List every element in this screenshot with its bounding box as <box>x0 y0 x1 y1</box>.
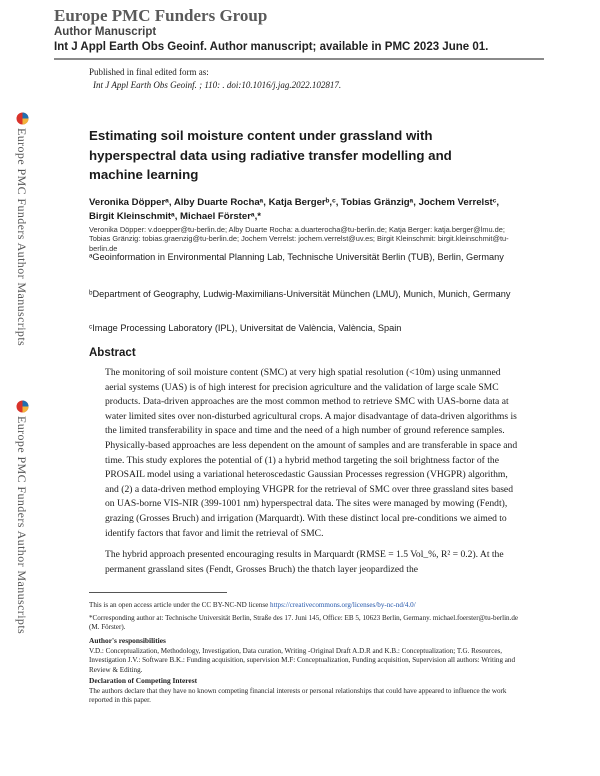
affiliation-b: ᵇDepartment of Geography, Ludwig-Maximilians-Universität München (LMU), Munich, Munich, Germany <box>89 289 511 299</box>
author-emails: Veronika Döpper: v.doepper@tu-berlin.de; Alby Duarte Rocha: a.duarterocha@tu-berlin.de; Katja Berger: katja.berger@lmu.de; Tobias Gränzig: tobias.graenzig@tu-berlin.de; Jochem Verrelst: jochem.verrelst@uv.es; Birgit Kleinschmit: birgit.kleinschmit@tu-berlin.de <box>89 225 509 253</box>
sidebar-label-top: Europe PMC Funders Author Manuscripts <box>15 128 29 347</box>
footnote-divider <box>89 592 227 593</box>
affiliation-c: ᶜImage Processing Laboratory (IPL), Universitat de València, València, Spain <box>89 323 402 333</box>
journal-line: Int J Appl Earth Obs Geoinf. Author manuscript; available in PMC 2023 June 01. <box>54 41 489 53</box>
abstract-paragraph-2: The hybrid approach presented encouraging results in Marquardt (RMSE = 1.5 Vol_%, R² = 0.2). At the permanent grassland sites (Fendt, Grosses Bruch) the thatch layer jeopardized the <box>105 549 504 575</box>
sidebar-watermark-top <box>12 112 32 347</box>
sidebar-label-bottom: Europe PMC Funders Author Manuscripts <box>15 416 29 635</box>
competing-interest-text: The authors declare that they have no known competing financial interests or personal relationships that could have appeared to influence the work reported in this paper. <box>89 687 507 705</box>
affiliation-a: ᵃGeoinformation in Environmental Planning Lab, Technische Universität Berlin (TUB), Berlin, Germany <box>89 252 504 262</box>
license-link[interactable]: https://creativecommons.org/licenses/by-nc-nd/4.0/ <box>270 601 416 609</box>
published-citation: Int J Appl Earth Obs Geoinf. ; 110: . doi:10.1016/j.jag.2022.102817. <box>93 80 342 90</box>
competing-interest-heading: Declaration of Competing Interest <box>89 676 198 685</box>
corresponding-author-note: *Corresponding author at: Technische Universität Berlin, Straße des 17. Juni 145, Office: EB 5, 10623 Berlin, Germany. michael.foerster@tu-berlin.de (M. Förster). <box>89 614 519 632</box>
europe-pmc-logo-icon <box>16 112 29 125</box>
header-divider <box>54 58 544 60</box>
author-list: Veronika Döpperᵃ, Alby Duarte Rochaᵃ, Katja Bergerᵇ,ᶜ, Tobias Gränzigᵃ, Jochem Verrelstᶜ, Birgit Kleinschmitᵃ, Michael Försterᵃ,* <box>89 197 500 222</box>
published-label: Published in final edited form as: <box>89 67 209 77</box>
responsibilities-heading: Author's responsibilities <box>89 636 166 645</box>
article-title: Estimating soil moisture content under grassland with hyperspectral data using radiative transfer modelling and machine learning <box>89 128 452 182</box>
europe-pmc-logo-icon <box>16 400 29 413</box>
abstract-paragraph-1: The monitoring of soil moisture content (SMC) at very high spatial resolution (<10m) using unmanned aerial systems (UAS) is of high interest for precision agriculture and the validation of large scale SMC products. Data-driven approaches are the most common method to retrieve SMC with UAS-borne data at water limited sites over non-disturbed agricultural crops. A major disadvantage of data-driven algorithms is the limited transferability in space and time and the need of a high number of ground reference samples. Physically-based approaches are less dependent on the amount of samples and are transferable in space and time. This study explores the potential of (1) a hybrid method targeting the soil brightness factor of the PROSAIL model using a variational heteroscedastic Gaussian Processes regression (VHGPR) algorithm, and (2) a data-driven method employing VHGPR for the retrieval of SMC over three grassland sites based on UAS-borne VIS-NIR (399-1001 nm) hyperspectral data. The sites were managed by mowing (Fendt), grazing (Grosses Bruch) and irrigation (Marquardt). With these distinct local pre-conditions we aimed to identify factors that favor and limit the retrieval of SMC. <box>105 367 518 539</box>
funders-group-title: Europe PMC Funders Group <box>54 6 268 25</box>
sidebar-watermark-bottom <box>12 400 32 635</box>
license-note: This is an open access article under the CC BY-NC-ND license https://creativecommons.org/licenses/by-nc-nd/4.0/ <box>89 601 416 609</box>
author-manuscript-label: Author Manuscript <box>54 26 157 38</box>
responsibilities-text: V.D.: Conceptualization, Methodology, Investigation, Data curation, Writing -Original Draft A.D.R and K.B.: Conceptualization; T.G. Resources, Investigation J.V.: Software B.K.: Funding acquisition, supervision M.F: Conceptualization, Funding acquisition, Supervision all authors: Writing and Review & Editing. <box>89 647 516 674</box>
abstract-heading: Abstract <box>89 347 136 359</box>
